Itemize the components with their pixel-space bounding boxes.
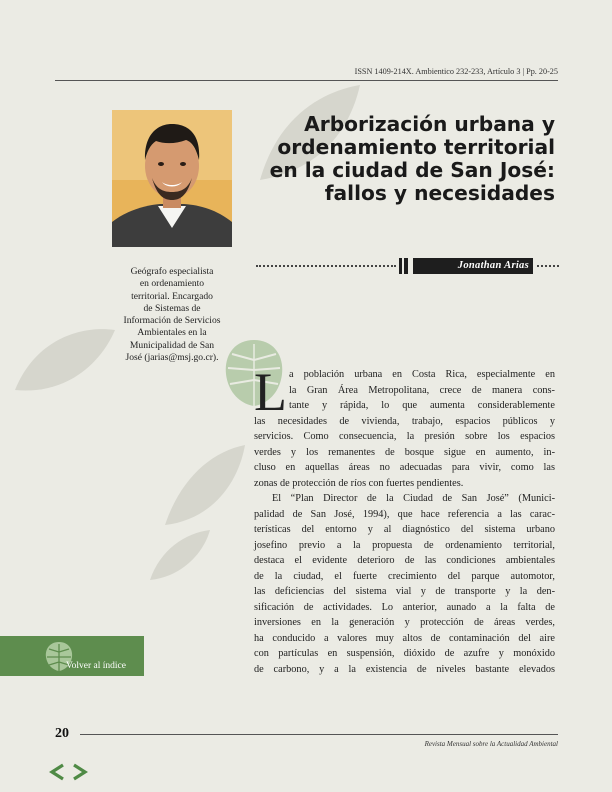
body-line: de la ciudad, el fuerte crecimiento del parque automotor, [254, 570, 555, 582]
author-dotted-rule [256, 265, 396, 267]
bio-line: Municipalidad de San [129, 339, 215, 351]
body-line: destaca el evidente deterioro de las condiciones ambientales [254, 555, 555, 566]
background-leaf-icon [10, 320, 120, 400]
bio-line: Información de Servicios [123, 315, 221, 327]
author-photo [112, 110, 232, 247]
author-name: Jonathan Arias [413, 258, 533, 274]
body-line: la Gran Área Metropolitana, crece de manera cons- [289, 384, 555, 396]
page-number: 20 [55, 726, 69, 741]
footer-divider [80, 734, 558, 735]
arrow-left-icon[interactable] [47, 761, 69, 783]
title-line: fallos y necesidades [324, 181, 555, 205]
body-line: cluso en aquellas áreas no adecuadas para vivir, como las [254, 462, 555, 473]
body-line: de carbono, y a la existencia de niveles bastante elevados [254, 663, 555, 675]
author-bio [113, 266, 231, 364]
journal-name: Revista Mensual sobre la Actualidad Ambiental [424, 740, 558, 748]
bio-line: en ordenamiento [139, 278, 205, 290]
body-line: las necesidades de vivienda, trabajo, espacios públicos y [254, 415, 555, 427]
title-line: en la ciudad de San José: [269, 158, 555, 182]
bio-line: de Sistemas de [143, 302, 201, 314]
author-dotted-rule [537, 265, 559, 267]
bio-line: Ambientales en la [137, 327, 207, 339]
body-line: las deficiencias del sistema vial y de transporte y la den- [254, 586, 555, 597]
body-line: verdes y los remanentes de bosque sigue en aumento, in- [254, 446, 555, 458]
body-line: a población urbana en Costa Rica, especialmente en [289, 369, 555, 380]
author-bars-decoration [399, 258, 412, 274]
body-line: ha conducido a valores muy altos de contaminación del aire [254, 632, 555, 644]
body-line: tante y rápida, lo que aumenta considerablemente [289, 400, 555, 411]
body-line: palidad de San José, 1994), que hace referencia a las carac- [254, 508, 555, 520]
background-leaf-icon [160, 440, 250, 530]
body-line: El “Plan Director de la Ciudad de San José” (Munici- [272, 493, 555, 504]
body-line: inversiones en la generación y protección de áreas verdes, [254, 617, 555, 628]
body-line: con partículas en suspensión, dióxido de azufre y monóxido [254, 648, 555, 659]
body-line: terísticas del entorno y al diagnóstico del sistema urbano [254, 524, 555, 535]
body-line: josefino previo a la propuesta de ordenamiento territorial, [254, 539, 555, 551]
bio-line: José (jarias@msj.go.cr). [125, 352, 219, 364]
bio-line: territorial. Encargado [131, 290, 213, 302]
arrow-right-icon[interactable] [68, 761, 90, 783]
drop-cap: L [254, 362, 287, 422]
header-divider [55, 80, 558, 81]
title-line: ordenamiento territorial [277, 135, 555, 159]
article-title [250, 113, 555, 205]
back-to-index-label[interactable]: Volver al índice [66, 661, 126, 671]
body-line: sificación de actividades. Lo anterior, aunado a la falta de [254, 601, 555, 613]
title-line: Arborización urbana y [304, 112, 555, 136]
body-line: servicios. Como consecuencia, la presión sobre los espacios [254, 431, 555, 442]
body-line: zonas de protección de ríos con fuertes pendientes. [254, 477, 464, 489]
issn-header: ISSN 1409-214X. Ambientico 232-233, Artículo 3 | Pp. 20-25 [354, 67, 558, 76]
background-leaf-icon [145, 525, 215, 585]
bio-line: Geógrafo especialista [130, 266, 214, 277]
